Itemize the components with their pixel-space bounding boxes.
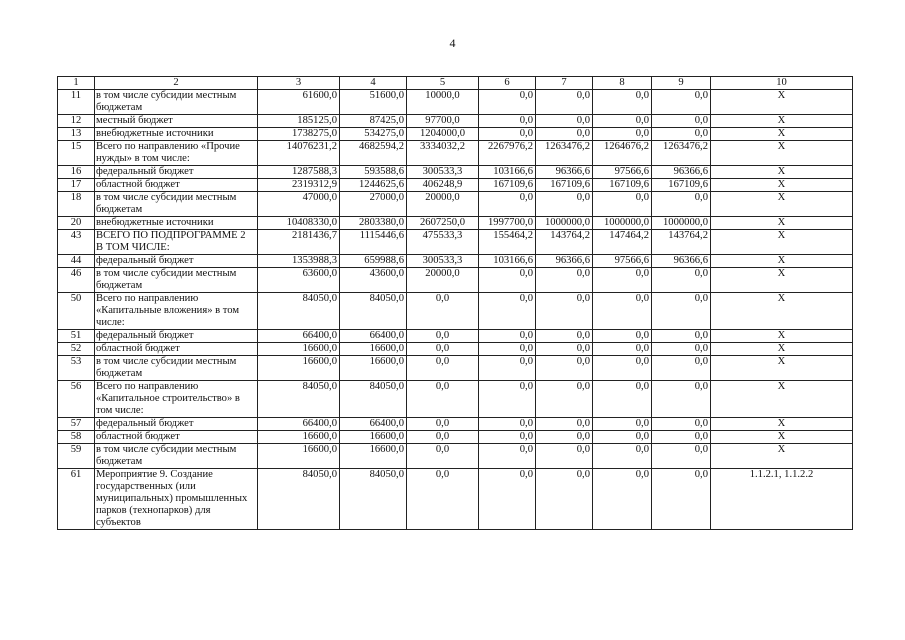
- value-col-4: 1244625,6: [340, 179, 407, 192]
- table-row: [58, 192, 853, 217]
- value-col-10: X: [711, 330, 853, 343]
- value-col-4: 659988,6: [340, 255, 407, 268]
- row-name: Всего по направлению «Капитальные вложения» в том числе:: [95, 293, 258, 330]
- value-col-6: 155464,2: [479, 230, 536, 255]
- row-name: в том числе субсидии местным бюджетам: [95, 268, 258, 293]
- value-col-9: 0,0: [652, 444, 711, 469]
- row-name: местный бюджет: [95, 115, 258, 128]
- value-col-4: 593588,6: [340, 166, 407, 179]
- value-col-8: 0,0: [593, 469, 652, 530]
- value-col-6: 1997700,0: [479, 217, 536, 230]
- value-col-5: 300533,3: [407, 166, 479, 179]
- row-number: 57: [58, 418, 95, 431]
- budget-table: [57, 76, 853, 530]
- value-col-7: 143764,2: [536, 230, 593, 255]
- value-col-5: 97700,0: [407, 115, 479, 128]
- value-col-5: 10000,0: [407, 90, 479, 115]
- value-col-6: 0,0: [479, 431, 536, 444]
- value-col-8: 0,0: [593, 418, 652, 431]
- header-cell: 10: [711, 77, 853, 90]
- value-col-3: 63600,0: [258, 268, 340, 293]
- value-col-6: 0,0: [479, 418, 536, 431]
- value-col-9: 96366,6: [652, 255, 711, 268]
- value-col-8: 147464,2: [593, 230, 652, 255]
- value-col-3: 1287588,3: [258, 166, 340, 179]
- value-col-3: 16600,0: [258, 431, 340, 444]
- value-col-7: 1263476,2: [536, 141, 593, 166]
- value-col-6: 0,0: [479, 381, 536, 418]
- value-col-10: X: [711, 115, 853, 128]
- value-col-3: 16600,0: [258, 356, 340, 381]
- table-row: [58, 444, 853, 469]
- value-col-3: 47000,0: [258, 192, 340, 217]
- value-col-7: 0,0: [536, 469, 593, 530]
- value-col-8: 0,0: [593, 293, 652, 330]
- value-col-10: X: [711, 444, 853, 469]
- value-col-9: 0,0: [652, 356, 711, 381]
- value-col-5: 300533,3: [407, 255, 479, 268]
- value-col-7: 167109,6: [536, 179, 593, 192]
- header-cell: 6: [479, 77, 536, 90]
- row-number: 53: [58, 356, 95, 381]
- value-col-3: 84050,0: [258, 293, 340, 330]
- value-col-6: 103166,6: [479, 255, 536, 268]
- row-number: 12: [58, 115, 95, 128]
- row-number: 51: [58, 330, 95, 343]
- table-row: [58, 115, 853, 128]
- value-col-3: 84050,0: [258, 381, 340, 418]
- value-col-9: 96366,6: [652, 166, 711, 179]
- value-col-9: 1263476,2: [652, 141, 711, 166]
- value-col-3: 16600,0: [258, 444, 340, 469]
- row-name: ВСЕГО ПО ПОДПРОГРАММЕ 2 В ТОМ ЧИСЛЕ:: [95, 230, 258, 255]
- row-number: 56: [58, 381, 95, 418]
- value-col-9: 0,0: [652, 128, 711, 141]
- value-col-10: X: [711, 381, 853, 418]
- value-col-7: 96366,6: [536, 255, 593, 268]
- row-number: 52: [58, 343, 95, 356]
- header-cell: 8: [593, 77, 652, 90]
- value-col-10: X: [711, 217, 853, 230]
- header-cell: 4: [340, 77, 407, 90]
- row-name: федеральный бюджет: [95, 418, 258, 431]
- value-col-7: 96366,6: [536, 166, 593, 179]
- table-row: [58, 217, 853, 230]
- row-name: областной бюджет: [95, 179, 258, 192]
- header-row: [58, 77, 853, 90]
- value-col-7: 0,0: [536, 431, 593, 444]
- value-col-10: X: [711, 179, 853, 192]
- value-col-6: 0,0: [479, 293, 536, 330]
- value-col-5: 475533,3: [407, 230, 479, 255]
- row-number: 50: [58, 293, 95, 330]
- value-col-7: 0,0: [536, 330, 593, 343]
- value-col-9: 0,0: [652, 90, 711, 115]
- table-row: [58, 330, 853, 343]
- row-name: в том числе субсидии местным бюджетам: [95, 356, 258, 381]
- value-col-10: 1.1.2.1, 1.1.2.2: [711, 469, 853, 530]
- row-number: 18: [58, 192, 95, 217]
- value-col-6: 0,0: [479, 444, 536, 469]
- value-col-7: 0,0: [536, 90, 593, 115]
- value-col-3: 1738275,0: [258, 128, 340, 141]
- value-col-3: 2319312,9: [258, 179, 340, 192]
- value-col-10: X: [711, 192, 853, 217]
- header-cell: 5: [407, 77, 479, 90]
- value-col-8: 0,0: [593, 356, 652, 381]
- value-col-3: 185125,0: [258, 115, 340, 128]
- row-number: 15: [58, 141, 95, 166]
- value-col-7: 1000000,0: [536, 217, 593, 230]
- value-col-7: 0,0: [536, 293, 593, 330]
- value-col-5: 0,0: [407, 343, 479, 356]
- value-col-4: 2803380,0: [340, 217, 407, 230]
- value-col-9: 167109,6: [652, 179, 711, 192]
- row-name: областной бюджет: [95, 431, 258, 444]
- value-col-7: 0,0: [536, 115, 593, 128]
- table-row: [58, 343, 853, 356]
- value-col-5: 0,0: [407, 356, 479, 381]
- value-col-3: 2181436,7: [258, 230, 340, 255]
- value-col-5: 0,0: [407, 444, 479, 469]
- value-col-4: 534275,0: [340, 128, 407, 141]
- value-col-9: 0,0: [652, 115, 711, 128]
- row-name: Всего по направлению «Прочие нужды» в том числе:: [95, 141, 258, 166]
- row-name: областной бюджет: [95, 343, 258, 356]
- value-col-5: 0,0: [407, 431, 479, 444]
- value-col-6: 0,0: [479, 469, 536, 530]
- row-number: 16: [58, 166, 95, 179]
- value-col-5: 20000,0: [407, 268, 479, 293]
- value-col-9: 0,0: [652, 343, 711, 356]
- value-col-6: 0,0: [479, 90, 536, 115]
- value-col-8: 97566,6: [593, 166, 652, 179]
- value-col-5: 0,0: [407, 418, 479, 431]
- table-row: [58, 381, 853, 418]
- value-col-10: X: [711, 268, 853, 293]
- value-col-3: 66400,0: [258, 330, 340, 343]
- value-col-9: 0,0: [652, 330, 711, 343]
- row-number: 59: [58, 444, 95, 469]
- value-col-10: X: [711, 343, 853, 356]
- row-name: Мероприятие 9. Создание государственных (или муниципальных) промышленных парков (технопарков) для субъектов: [95, 469, 258, 530]
- value-col-5: 0,0: [407, 330, 479, 343]
- value-col-4: 16600,0: [340, 343, 407, 356]
- row-number: 61: [58, 469, 95, 530]
- value-col-8: 0,0: [593, 268, 652, 293]
- value-col-9: 0,0: [652, 268, 711, 293]
- value-col-6: 0,0: [479, 268, 536, 293]
- page-number: 4: [449, 36, 456, 50]
- value-col-10: X: [711, 418, 853, 431]
- row-name: федеральный бюджет: [95, 166, 258, 179]
- value-col-10: X: [711, 293, 853, 330]
- value-col-5: 406248,9: [407, 179, 479, 192]
- row-name: в том числе субсидии местным бюджетам: [95, 90, 258, 115]
- table-row: [58, 293, 853, 330]
- value-col-9: 0,0: [652, 418, 711, 431]
- value-col-7: 0,0: [536, 444, 593, 469]
- value-col-6: 0,0: [479, 115, 536, 128]
- value-col-9: 0,0: [652, 381, 711, 418]
- value-col-10: X: [711, 141, 853, 166]
- value-col-4: 84050,0: [340, 293, 407, 330]
- value-col-9: 1000000,0: [652, 217, 711, 230]
- value-col-5: 0,0: [407, 293, 479, 330]
- row-name: федеральный бюджет: [95, 255, 258, 268]
- row-name: федеральный бюджет: [95, 330, 258, 343]
- value-col-5: 3334032,2: [407, 141, 479, 166]
- table-row: [58, 431, 853, 444]
- row-number: 13: [58, 128, 95, 141]
- value-col-7: 0,0: [536, 418, 593, 431]
- value-col-7: 0,0: [536, 343, 593, 356]
- row-name: Всего по направлению «Капитальное строительство» в том числе:: [95, 381, 258, 418]
- value-col-4: 16600,0: [340, 431, 407, 444]
- value-col-3: 84050,0: [258, 469, 340, 530]
- value-col-8: 0,0: [593, 381, 652, 418]
- value-col-5: 0,0: [407, 381, 479, 418]
- value-col-4: 87425,0: [340, 115, 407, 128]
- value-col-9: 143764,2: [652, 230, 711, 255]
- value-col-7: 0,0: [536, 192, 593, 217]
- row-number: 46: [58, 268, 95, 293]
- table-row: [58, 90, 853, 115]
- value-col-6: 167109,6: [479, 179, 536, 192]
- value-col-8: 0,0: [593, 115, 652, 128]
- value-col-7: 0,0: [536, 268, 593, 293]
- value-col-8: 1000000,0: [593, 217, 652, 230]
- value-col-5: 0,0: [407, 469, 479, 530]
- value-col-7: 0,0: [536, 128, 593, 141]
- value-col-6: 2267976,2: [479, 141, 536, 166]
- value-col-4: 1115446,6: [340, 230, 407, 255]
- row-number: 20: [58, 217, 95, 230]
- header-cell: 9: [652, 77, 711, 90]
- value-col-8: 0,0: [593, 431, 652, 444]
- row-number: 58: [58, 431, 95, 444]
- value-col-6: 0,0: [479, 356, 536, 381]
- header-cell: 7: [536, 77, 593, 90]
- value-col-4: 66400,0: [340, 330, 407, 343]
- value-col-10: X: [711, 255, 853, 268]
- header-cell: 3: [258, 77, 340, 90]
- header-cell: 1: [58, 77, 95, 90]
- value-col-6: 0,0: [479, 128, 536, 141]
- table-row: [58, 230, 853, 255]
- table-row: [58, 356, 853, 381]
- value-col-10: X: [711, 230, 853, 255]
- value-col-3: 1353988,3: [258, 255, 340, 268]
- value-col-6: 0,0: [479, 343, 536, 356]
- value-col-8: 0,0: [593, 90, 652, 115]
- value-col-8: 0,0: [593, 192, 652, 217]
- table-row: [58, 255, 853, 268]
- table-row: [58, 128, 853, 141]
- row-number: 44: [58, 255, 95, 268]
- value-col-4: 16600,0: [340, 356, 407, 381]
- value-col-8: 0,0: [593, 330, 652, 343]
- value-col-4: 84050,0: [340, 469, 407, 530]
- row-name: в том числе субсидии местным бюджетам: [95, 192, 258, 217]
- row-number: 17: [58, 179, 95, 192]
- value-col-4: 66400,0: [340, 418, 407, 431]
- value-col-5: 1204000,0: [407, 128, 479, 141]
- value-col-7: 0,0: [536, 356, 593, 381]
- value-col-8: 0,0: [593, 128, 652, 141]
- row-name: в том числе субсидии местным бюджетам: [95, 444, 258, 469]
- value-col-8: 97566,6: [593, 255, 652, 268]
- value-col-8: 1264676,2: [593, 141, 652, 166]
- row-name: внебюджетные источники: [95, 217, 258, 230]
- value-col-8: 0,0: [593, 343, 652, 356]
- value-col-3: 66400,0: [258, 418, 340, 431]
- value-col-6: 103166,6: [479, 166, 536, 179]
- value-col-4: 27000,0: [340, 192, 407, 217]
- value-col-6: 0,0: [479, 192, 536, 217]
- value-col-10: X: [711, 90, 853, 115]
- value-col-9: 0,0: [652, 192, 711, 217]
- table-row: [58, 418, 853, 431]
- row-name: внебюджетные источники: [95, 128, 258, 141]
- table-row: [58, 179, 853, 192]
- value-col-6: 0,0: [479, 330, 536, 343]
- value-col-4: 4682594,2: [340, 141, 407, 166]
- table-row: [58, 268, 853, 293]
- table-row: [58, 166, 853, 179]
- value-col-4: 84050,0: [340, 381, 407, 418]
- value-col-5: 20000,0: [407, 192, 479, 217]
- header-cell: 2: [95, 77, 258, 90]
- value-col-10: X: [711, 356, 853, 381]
- value-col-10: X: [711, 166, 853, 179]
- value-col-7: 0,0: [536, 381, 593, 418]
- value-col-4: 16600,0: [340, 444, 407, 469]
- value-col-9: 0,0: [652, 293, 711, 330]
- value-col-3: 14076231,2: [258, 141, 340, 166]
- value-col-10: X: [711, 431, 853, 444]
- value-col-8: 167109,6: [593, 179, 652, 192]
- table-row: [58, 469, 853, 530]
- table-row: [58, 141, 853, 166]
- value-col-4: 51600,0: [340, 90, 407, 115]
- row-number: 43: [58, 230, 95, 255]
- row-number: 11: [58, 90, 95, 115]
- value-col-3: 16600,0: [258, 343, 340, 356]
- value-col-9: 0,0: [652, 431, 711, 444]
- value-col-3: 10408330,0: [258, 217, 340, 230]
- value-col-4: 43600,0: [340, 268, 407, 293]
- value-col-8: 0,0: [593, 444, 652, 469]
- value-col-3: 61600,0: [258, 90, 340, 115]
- value-col-9: 0,0: [652, 469, 711, 530]
- value-col-10: X: [711, 128, 853, 141]
- value-col-5: 2607250,0: [407, 217, 479, 230]
